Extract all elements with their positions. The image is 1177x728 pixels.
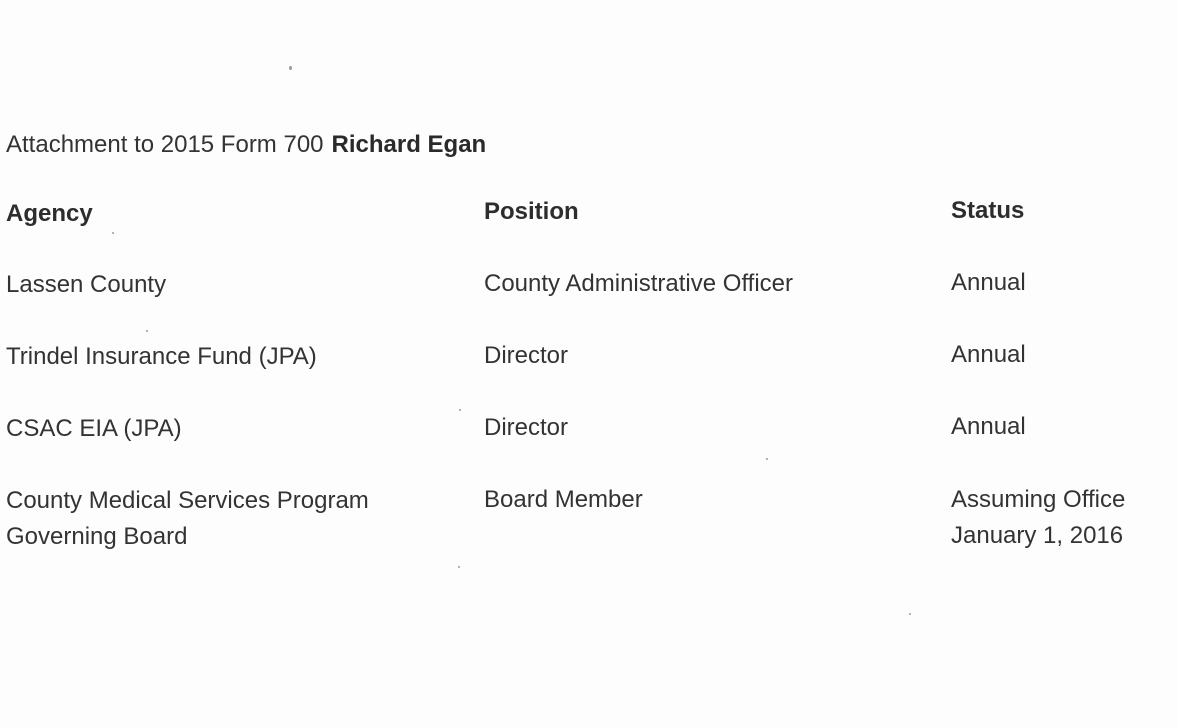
row-1-agency: Lassen County [6,271,167,298]
row-4-agency-line-2: Governing Board [6,523,188,550]
header-position: Position [484,198,579,225]
row-3-position: Director [484,414,569,441]
scan-speck [289,66,292,70]
row-3-agency: CSAC EIA (JPA) [6,415,182,442]
row-4-status-line-1: Assuming Office [951,486,1126,513]
scan-speck [459,409,461,411]
row-2-status: Annual [951,341,1026,368]
row-3-status: Annual [951,413,1026,440]
scan-speck [112,232,114,234]
title-prefix: Attachment to 2015 Form 700 [6,131,324,158]
filer-name: Richard Egan [331,131,487,158]
header-agency: Agency [6,200,93,227]
scan-speck [766,458,768,460]
scan-speck [909,613,911,615]
row-1-status: Annual [951,269,1026,296]
row-2-position: Director [484,342,569,369]
document-title [6,130,486,160]
row-4-position: Board Member [484,486,643,513]
row-1-position: County Administrative Officer [484,270,794,297]
row-4-status-line-2: January 1, 2016 [951,522,1124,549]
header-status: Status [951,197,1025,224]
row-4-agency-line-1: County Medical Services Program [6,487,369,514]
scan-speck [458,566,460,568]
row-2-agency: Trindel Insurance Fund (JPA) [6,343,317,370]
scan-speck [146,330,148,332]
